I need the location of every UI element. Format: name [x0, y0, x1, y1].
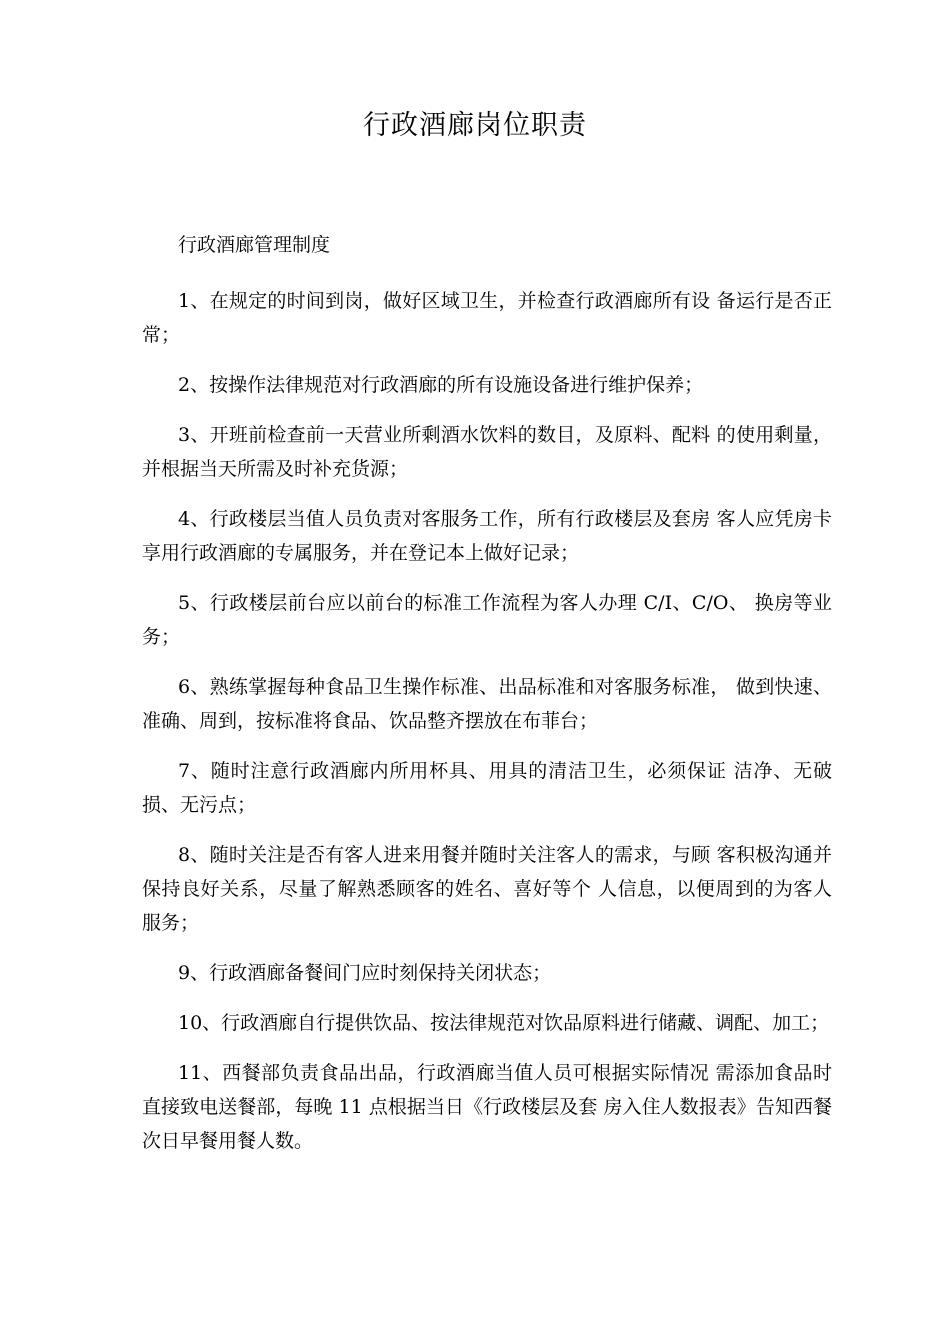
paragraph-3: 3、开班前检查前一天营业所剩酒水饮料的数目，及原料、配料 的使用剩量，并根据当天所需及时补充货源； [142, 424, 832, 480]
paragraph-6: 6、熟练掌握每种食品卫生操作标准、出品标准和对客服务标准， 做到快速、准确、周到，按标准将食品、饮品整齐摆放在布菲台； [142, 676, 832, 732]
paragraph-2: 2、按操作法律规范对行政酒廊的所有设施设备进行维护保养； [178, 374, 704, 396]
paragraph-10: 10、行政酒廊自行提供饮品、按法律规范对饮品原料进行储藏、调配、加工； [178, 1012, 830, 1034]
paragraph-1: 1、在规定的时间到岗，做好区域卫生，并检查行政酒廊所有设 备运行是否正常； [142, 290, 832, 346]
paragraph-5: 5、行政楼层前台应以前台的标准工作流程为客人办理 C/I、C/O、 换房等业务； [142, 592, 832, 648]
paragraph-9: 9、行政酒廊备餐间门应时刻保持关闭状态； [178, 962, 552, 984]
paragraph-8: 8、随时关注是否有客人进来用餐并随时关注客人的需求，与顾 客积极沟通并保持良好关系，尽量了解熟悉顾客的姓名、喜好等个 人信息，以便周到的为客人服务； [142, 844, 832, 934]
paragraph-4: 4、行政楼层当值人员负责对客服务工作，所有行政楼层及套房 客人应凭房卡享用行政酒廊的专属服务，并在登记本上做好记录； [142, 508, 832, 564]
section-heading: 行政酒廊管理制度 [178, 234, 331, 256]
paragraph-7: 7、随时注意行政酒廊内所用杯具、用具的清洁卫生，必须保证 洁净、无破损、无污点； [142, 760, 832, 816]
paragraph-11: 11、西餐部负责食品出品，行政酒廊当值人员可根据实际情况 需添加食品时直接致电送餐部，每晚 11 点根据当日《行政楼层及套 房入住人数报表》告知西餐次日早餐用餐人数。 [142, 1062, 832, 1152]
document-body [142, 228, 832, 1174]
document-title: 行政酒廊岗位职责 [363, 110, 587, 141]
